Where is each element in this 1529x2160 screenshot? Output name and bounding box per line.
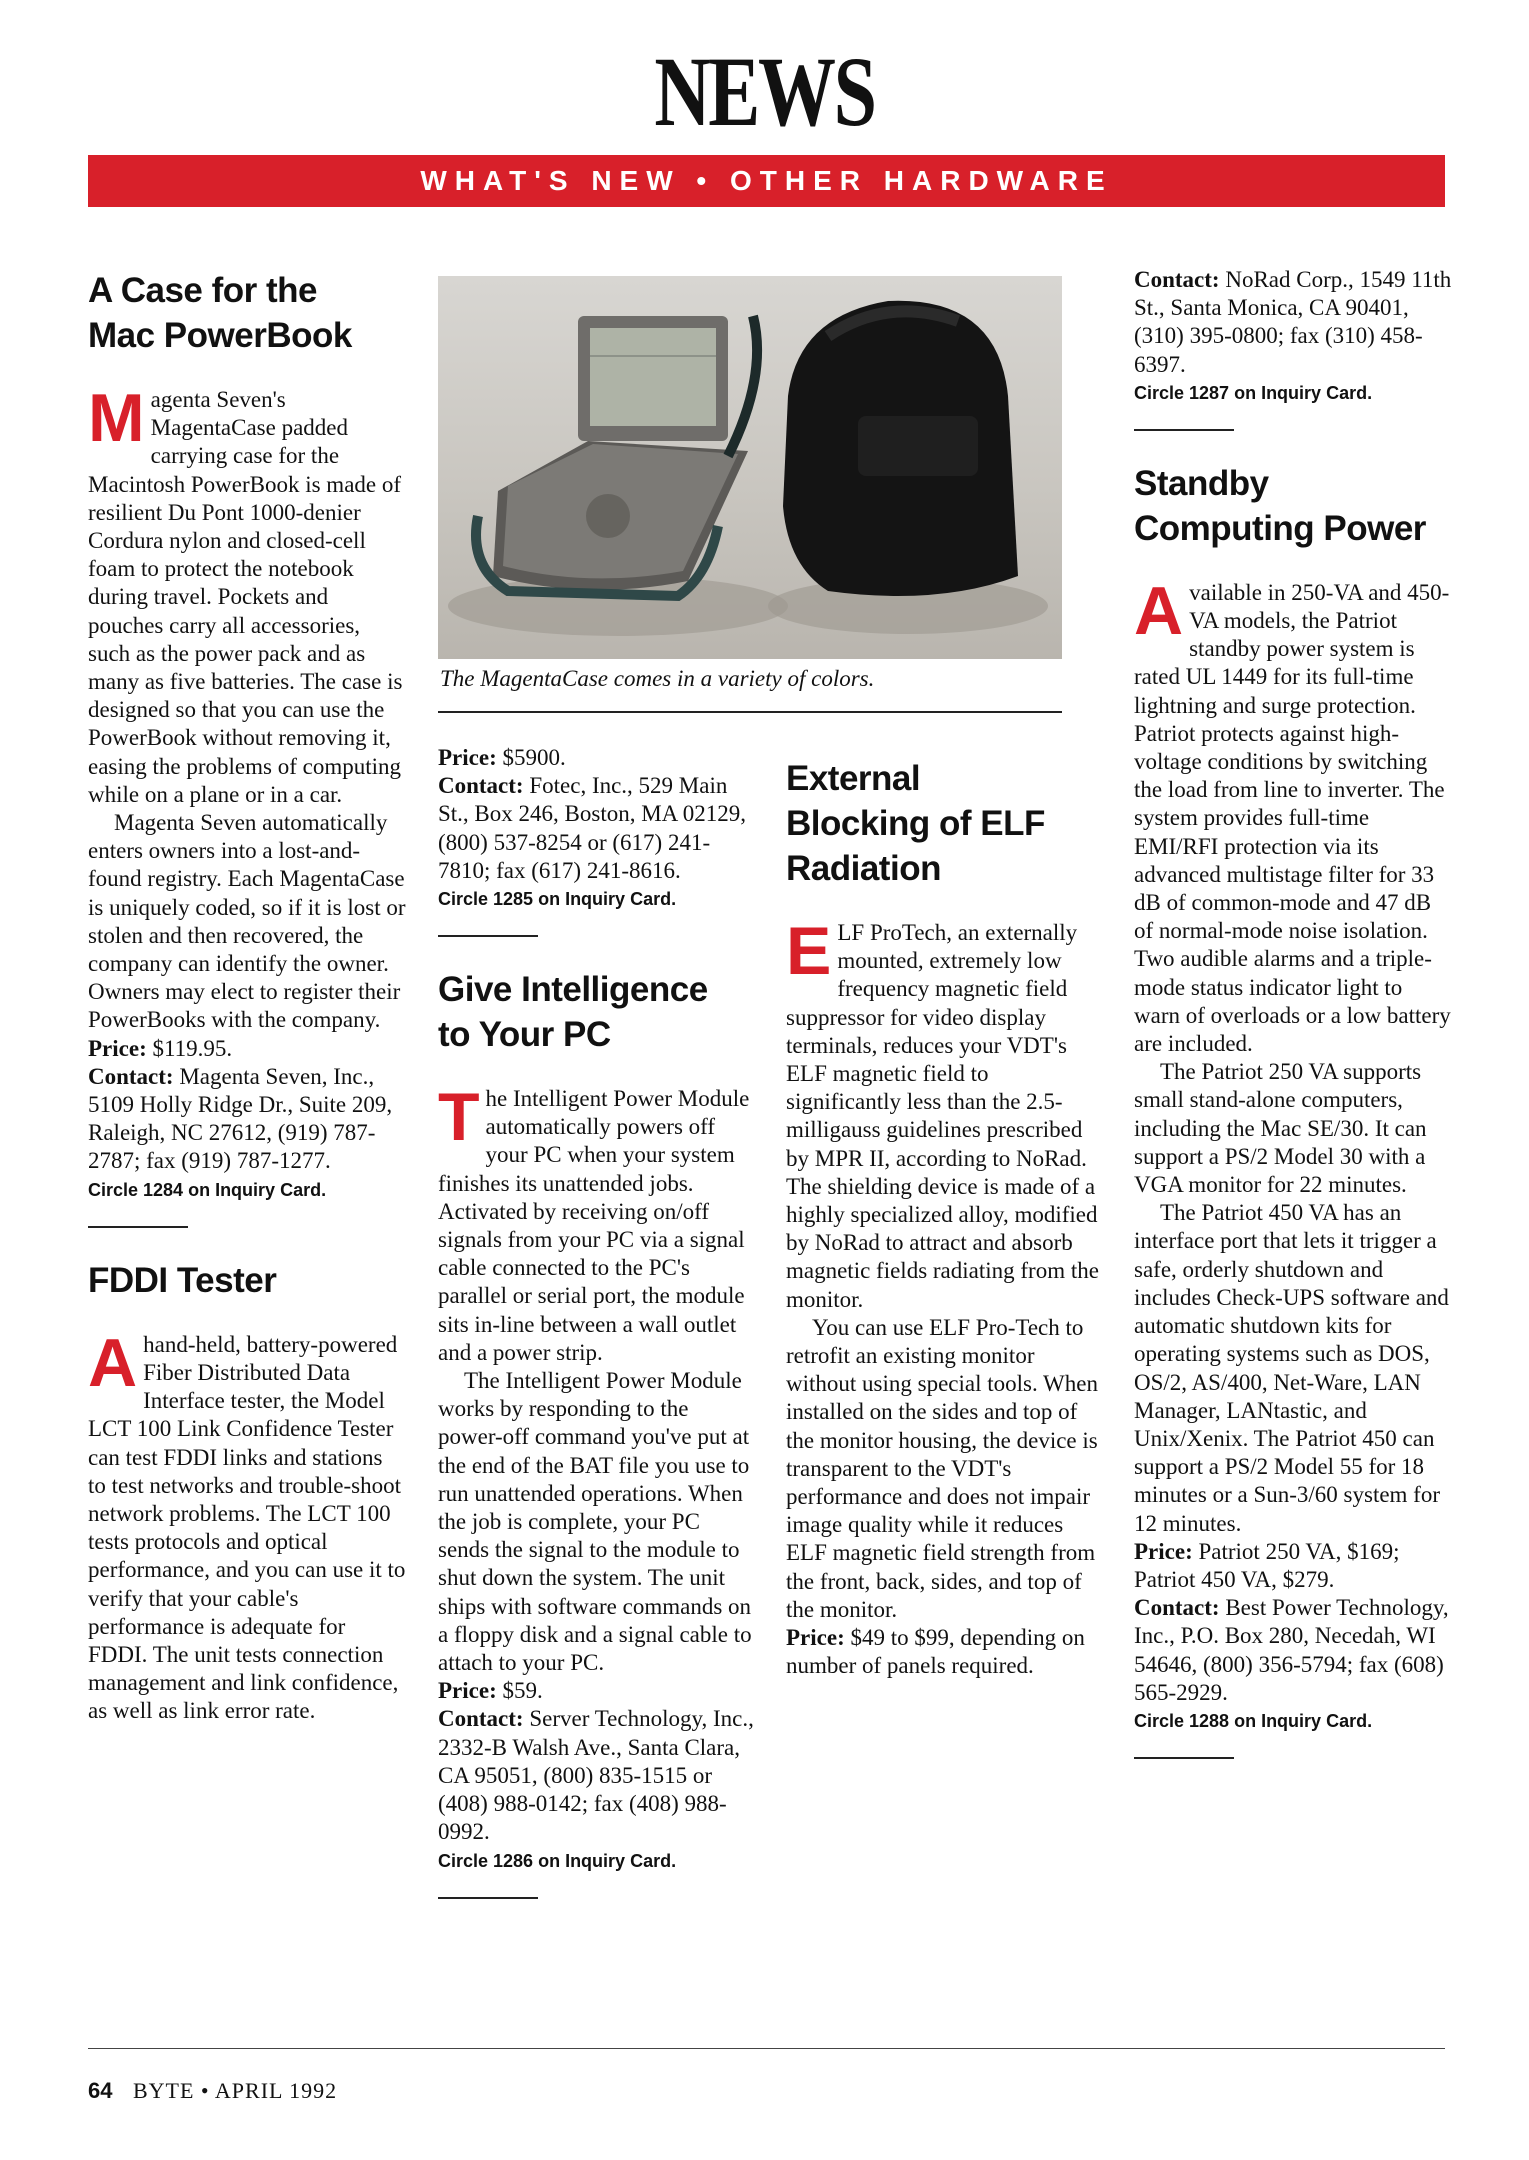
page-footer xyxy=(88,2078,337,2104)
column-1 xyxy=(88,268,406,1726)
drop-cap: M xyxy=(88,380,145,456)
contact-value: Server Technology, Inc., 2332-B Walsh Ave., Santa Clara, CA 95051, (800) 835-1515 or (408) 988-0142; fax (408) 988-0992. xyxy=(438,1706,754,1845)
article-paragraph xyxy=(1134,572,1452,1058)
article-paragraph: The Patriot 250 VA supports small stand-alone computers, including the Mac SE/30. It can support a PS/2 Model 30 with a VGA monitor for 22 minutes. xyxy=(1134,1059,1427,1198)
contact-line xyxy=(1134,1594,1452,1707)
title-line: Mac PowerBook xyxy=(88,316,352,355)
inquiry-card-note: Circle 1286 on Inquiry Card. xyxy=(438,1850,677,1871)
title-line: Standby xyxy=(1134,463,1269,503)
article-paragraph: You can use ELF Pro-Tech to retrofit an existing monitor without using special tools. When installed on the sides and top of the monitor housing, the device is transparent to the VDT's performance and does not impair image quality while it reduces ELF magnetic field strength from the front, back, sides, and top of the monitor. xyxy=(786,1314,1098,1622)
title-line: Computing Power xyxy=(1134,508,1426,548)
section-banner: WHAT'S NEW • OTHER HARDWARE xyxy=(88,155,1445,207)
contact-line xyxy=(438,772,756,885)
column-4 xyxy=(1134,266,1452,1789)
section-title: NEWS xyxy=(654,36,875,147)
inquiry-card-note: Circle 1284 on Inquiry Card. xyxy=(88,1179,327,1200)
divider xyxy=(1134,429,1234,431)
price-label: Price: xyxy=(438,1678,497,1704)
title-line: Blocking of ELF xyxy=(786,804,1045,843)
price-label: Price: xyxy=(786,1625,845,1651)
price-value: Patriot 250 VA, $169; Patriot 450 VA, $279. xyxy=(1134,1538,1400,1592)
paragraph-text: LF ProTech, an externally mounted, extremely low frequency magnetic field suppressor for video display terminals, reduces your VDT's ELF magnetic field to significantly less than the 2.5-milligauss guidelines prescribed by MPR II, according to NoRad. The shielding device is made of a highly specialized alloy, modified by NoRad to attract and absorb magnetic fields radiating from the monitor. xyxy=(786,920,1099,1312)
price-label: Price: xyxy=(88,1035,147,1061)
divider xyxy=(438,935,538,937)
price-value: $59. xyxy=(502,1678,543,1704)
article-title-mac-powerbook-case xyxy=(88,268,406,358)
article-paragraph: The Intelligent Power Module works by responding to the power-off command you've put at the end of the BAT file you use to run unattended operations. When the job is complete, your PC sends the signal to the module to shut down the system. The unit ships with software commands on a floppy disk and a signal cable to attach to your PC. xyxy=(438,1368,752,1676)
contact-value: Fotec, Inc., 529 Main St., Box 246, Boston, MA 02129, (800) 537-8254 or (617) 241-7810; fax (617) 241-8616. xyxy=(438,773,746,883)
photo-caption: The MagentaCase comes in a variety of colors. xyxy=(440,666,875,691)
article-paragraph: The Patriot 450 VA has an interface port that lets it trigger a safe, orderly shutdown and includes Check-UPS software and automatic shutdown kits for operating systems such as DOS, OS/2, AS/400, Net-Ware, LAN Manager, LANtastic, and Unix/Xenix. The Patriot 450 can support a PS/2 Model 55 for 18 minutes or a Sun-3/60 system for 12 minutes. xyxy=(1134,1200,1449,1536)
footer-divider xyxy=(88,2048,1445,2049)
article-title-intelligence-pc xyxy=(438,967,756,1057)
title-line: External xyxy=(786,759,921,798)
article-paragraph xyxy=(786,913,1102,1314)
paragraph-text: hand-held, battery-powered Fiber Distributed Data Interface tester, the Model LCT 100 Link Confidence Tester can test FDDI links and stations to test networks and trouble-shoot network problems. The LCT 100 tests protocols and optical performance, and you can use it to verify that your cable's performance is adequate for FDDI. The unit tests connection management and link confidence, as well as link error rate. xyxy=(88,1331,406,1724)
contact-label: Contact: xyxy=(438,773,524,799)
article-title-fddi-tester: FDDI Tester xyxy=(88,1260,277,1300)
column-2 xyxy=(438,744,756,1929)
inquiry-card-note: Circle 1288 on Inquiry Card. xyxy=(1134,1710,1373,1731)
magazine-issue: BYTE • APRIL 1992 xyxy=(132,2078,338,2103)
article-paragraph xyxy=(88,1324,406,1726)
article-paragraph: Magenta Seven automatically enters owners into a lost-and-found registry. Each MagentaCase is uniquely coded, so if it is lost or stolen and then recovered, the company can identify the owner. Owners may elect to register their PowerBooks with the company. xyxy=(88,810,406,1033)
divider xyxy=(1134,1757,1234,1759)
price-line xyxy=(438,744,756,772)
magentacase-photo-illustration xyxy=(438,276,1062,659)
price-line xyxy=(1134,1538,1452,1594)
divider xyxy=(88,1226,188,1228)
title-line: Radiation xyxy=(786,849,941,888)
inquiry-card-note: Circle 1287 on Inquiry Card. xyxy=(1134,382,1373,403)
contact-label: Contact: xyxy=(438,1706,524,1732)
title-line: A Case for the xyxy=(88,271,317,310)
divider xyxy=(438,1897,538,1899)
paragraph-text: agenta Seven's MagentaCase padded carrying case for the Macintosh PowerBook is made of resilient Du Pont 1000-denier Cordura nylon and closed-cell foam to protect the notebook during travel. Pockets and pouches carry all accessories, such as the power pack and as many as five batteries. The case is designed so that you can use the PowerBook without removing it, easing the problems of computing while on a plane or in a car. xyxy=(88,387,403,807)
product-photo xyxy=(438,276,1062,659)
title-line: to Your PC xyxy=(438,1015,611,1055)
price-value: $119.95. xyxy=(152,1035,233,1061)
article-title-elf-radiation xyxy=(786,756,1102,891)
contact-label: Contact: xyxy=(1134,1595,1220,1621)
drop-cap: A xyxy=(88,1324,138,1401)
price-line xyxy=(786,1624,1102,1680)
inquiry-card-note: Circle 1285 on Inquiry Card. xyxy=(438,889,677,910)
article-title-standby-power xyxy=(1134,461,1452,551)
price-label: Price: xyxy=(438,745,497,770)
article-paragraph xyxy=(88,380,406,809)
title-line: Give Intelligence xyxy=(438,970,708,1010)
contact-line xyxy=(438,1705,756,1846)
contact-value: Best Power Technology, Inc., P.O. Box 280, Necedah, WI 54646, (800) 356-5794; fax (608) 565-2929. xyxy=(1134,1595,1449,1705)
price-value: $49 to $99, depending on number of panels required. xyxy=(786,1625,1085,1679)
contact-value: Magenta Seven, Inc., 5109 Holly Ridge Dr., Suite 209, Raleigh, NC 27612, (919) 787-2787; fax (919) 787-1277. xyxy=(88,1063,393,1174)
contact-label: Contact: xyxy=(88,1063,174,1089)
price-value: $5900. xyxy=(502,745,566,770)
drop-cap: E xyxy=(786,913,832,989)
contact-label: Contact: xyxy=(1134,267,1220,292)
drop-cap: T xyxy=(438,1079,480,1156)
price-label: Price: xyxy=(1134,1538,1193,1564)
paragraph-text: vailable in 250-VA and 450-VA models, the Patriot standby power system is rated UL 1449 for its full-time lightning and surge protection. Patriot protects against high-voltage conditions by switching the load from line to inverter. The system provides full-time EMI/RFI protection via its advanced multistage filter for 33 dB of common-mode and 47 dB of normal-mode noise isolation. Two audible alarms and a triple-mode status indicator light to warn of overloads or a low battery are included. xyxy=(1134,579,1451,1057)
article-paragraph xyxy=(438,1079,756,1367)
page-number: 64 xyxy=(88,2078,113,2103)
contact-line xyxy=(88,1063,406,1176)
column-3 xyxy=(786,756,1102,1680)
contact-value: NoRad Corp., 1549 11th St., Santa Monica, CA 90401, (310) 395-0800; fax (310) 458-6397. xyxy=(1134,267,1452,377)
caption-divider xyxy=(438,711,1062,713)
price-line xyxy=(88,1035,406,1063)
contact-line xyxy=(1134,266,1452,379)
drop-cap: A xyxy=(1134,572,1184,649)
paragraph-text: he Intelligent Power Module automatically powers off your PC when your system finishes its unattended jobs. Activated by receiving on/off signals from your PC via a signal cable connected to the PC's parallel or serial port, the module sits in-line between a wall outlet and a power strip. xyxy=(438,1086,750,1365)
price-line xyxy=(438,1677,756,1705)
